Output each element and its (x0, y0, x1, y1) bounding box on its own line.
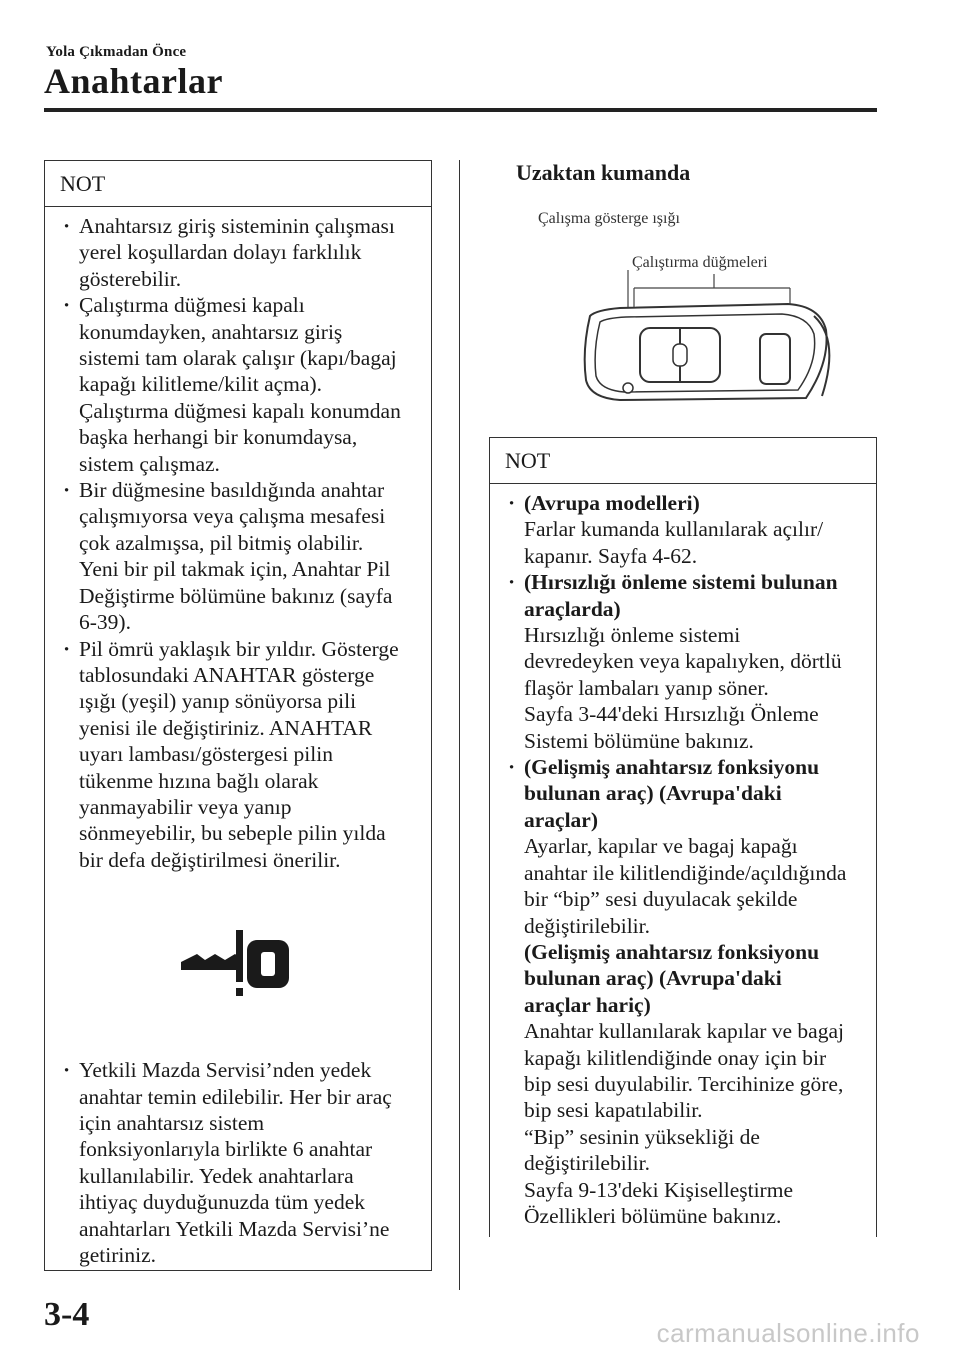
remote-key-illustration (560, 270, 840, 420)
note-bullet (63, 213, 417, 292)
bold-line: · (Hırsızlığı önleme sistemi bulunan (524, 570, 838, 595)
text-line: anahtar ile kilitlendiğinde/açıldığında (524, 860, 847, 885)
text-line: bip sesi duyulabilir. Tercihinize göre, (524, 1071, 844, 1096)
text-line: Ayarlar, kapılar ve bagaj kapağı (524, 834, 798, 859)
text-line: yerel koşullardan dolayı farklılık (79, 240, 362, 265)
text-line: yanmayabilir veya yanıp (79, 794, 292, 819)
header-rule (44, 108, 877, 112)
text-line: tablosundaki ANAHTAR gösterge (79, 662, 375, 687)
text-line: ihtiyaç duyduğunuzda tüm yedek (79, 1190, 365, 1215)
note-heading: NOT (45, 161, 431, 207)
note-bullet (63, 477, 417, 635)
text-line: sistem çalışmaz. (79, 451, 220, 476)
text-line: · Anahtarsız giriş sisteminin çalışması (79, 214, 395, 238)
bold-line: araçlar hariç) (524, 992, 651, 1017)
column-divider (459, 160, 460, 1290)
text-line: · Yetkili Mazda Servisi’nden yedek (79, 1058, 372, 1083)
text-line: kapağı kilitlendiğinde onay için bir (524, 1045, 827, 1070)
text-line: gösterebilir. (79, 266, 182, 291)
text-line: Sistemi bölümüne bakınız. (524, 728, 754, 753)
text-line: Anahtar kullanılarak kapılar ve bagaj (524, 1019, 844, 1044)
text-line: anahtar temin edilebilir. Her bir araç (79, 1084, 392, 1109)
remote-section-title: Uzaktan kumanda (516, 160, 691, 185)
section-small-title: Yola Çıkmadan Önce (46, 44, 187, 60)
text-line: çok azalmışsa, pil bitmiş olabilir. (79, 530, 364, 555)
bold-line: araçlar) (524, 807, 599, 832)
text-line: kapanır. Sayfa 4-62. (524, 543, 698, 568)
text-line: fonksiyonlarıyla birlikte 6 anahtar (79, 1137, 373, 1162)
text-line: anahtarları Yetkili Mazda Servisi’ne (79, 1216, 390, 1241)
text-line: çalışmıyorsa veya çalışma mesafesi (79, 504, 386, 529)
bold-line: bulunan araç) (Avrupa'daki (524, 781, 782, 806)
text-line: değiştirilebilir. (524, 913, 650, 938)
note-box-right (489, 437, 877, 1237)
text-line: Sayfa 9-13'deki Kişiselleştirme (524, 1177, 793, 1202)
note-bullet (508, 569, 862, 754)
text-line: Çalıştırma düğmesi kapalı konumdan (79, 398, 401, 423)
text-line: “Bip” sesinin yüksekliği de (524, 1124, 760, 1149)
note-bullet (508, 490, 862, 569)
text-line: Hırsızlığı önleme sistemi (524, 623, 741, 648)
note-box-left (44, 160, 432, 1271)
bold-line: bulunan araç) (Avrupa'daki (524, 966, 782, 991)
bold-line: · (Gelişmiş anahtarsız fonksiyonu (524, 755, 820, 780)
note-heading: NOT (490, 438, 876, 484)
text-line: bir “bip” sesi duyulacak şekilde (524, 887, 798, 912)
text-line: sistemi tam olarak çalışır (kapı/bagaj (79, 346, 397, 371)
watermark-text: carmanualsonline.info (656, 1318, 920, 1348)
text-line: getiriniz. (79, 1243, 157, 1267)
text-line: · Çalıştırma düğmesi kapalı (79, 293, 305, 318)
text-line: Özellikleri bölümüne bakınız. (524, 1203, 782, 1228)
text-line: için anahtarsız sistem (79, 1110, 265, 1135)
bold-line: · (Avrupa modelleri) (524, 491, 700, 515)
note-bullet (508, 754, 862, 1229)
key-warning-symbol (63, 883, 417, 1051)
text-line: yenisi ile değiştiriniz. ANAHTAR (79, 715, 373, 740)
text-line: · Pil ömrü yaklaşık bir yıldır. Gösterge (79, 636, 399, 661)
text-line: konumdayken, anahtarsız giriş (79, 319, 343, 344)
page-number: 3-4 (44, 1296, 90, 1333)
note-bullet (63, 1057, 417, 1268)
text-line: başka herhangi bir konumdaysa, (79, 425, 358, 450)
note-body (45, 207, 431, 1268)
note-body (490, 484, 876, 1229)
text-line: değiştirilebilir. (524, 1151, 650, 1176)
text-line: tükenme hızına bağlı olarak (79, 768, 319, 793)
callout-operation-buttons: Çalıştırma düğmeleri (632, 254, 768, 271)
text-line: kullanılabilir. Yedek anahtarlara (79, 1163, 354, 1188)
bold-line: araçlarda) (524, 596, 621, 621)
text-line: uyarı lambası/göstergesi pilin (79, 742, 333, 767)
text-line: bir defa değiştirilmesi önerilir. (79, 847, 341, 872)
key-warning-icon (175, 922, 305, 1012)
callout-indicator-light: Çalışma gösterge ışığı (538, 210, 680, 227)
text-line: · Bir düğmesine basıldığında anahtar (79, 478, 385, 503)
text-line: sönmeyebilir, bu sebeple pilin yılda (79, 821, 386, 846)
text-line: Değiştirme bölümüne bakınız (sayfa (79, 583, 393, 608)
text-line: devredeyken veya kapalıyken, dörtlü (524, 649, 842, 674)
text-line: bip sesi kapatılabilir. (524, 1098, 703, 1123)
text-line: kapağı kilitleme/kilit açma). (79, 372, 322, 397)
bold-line: (Gelişmiş anahtarsız fonksiyonu (524, 939, 820, 964)
page-title: Anahtarlar (44, 61, 223, 101)
text-line: Sayfa 3-44'deki Hırsızlığı Önleme (524, 702, 819, 727)
text-line: ışığı (yeşil) yanıp sönüyorsa pili (79, 689, 357, 714)
text-line: Farlar kumanda kullanılarak açılır/ (524, 517, 824, 542)
text-line: Yeni bir pil takmak için, Anahtar Pil (79, 557, 391, 582)
text-line: 6-39). (79, 610, 131, 635)
text-line: flaşör lambaları yanıp söner. (524, 675, 769, 700)
note-bullet (63, 636, 417, 874)
note-bullet (63, 292, 417, 477)
